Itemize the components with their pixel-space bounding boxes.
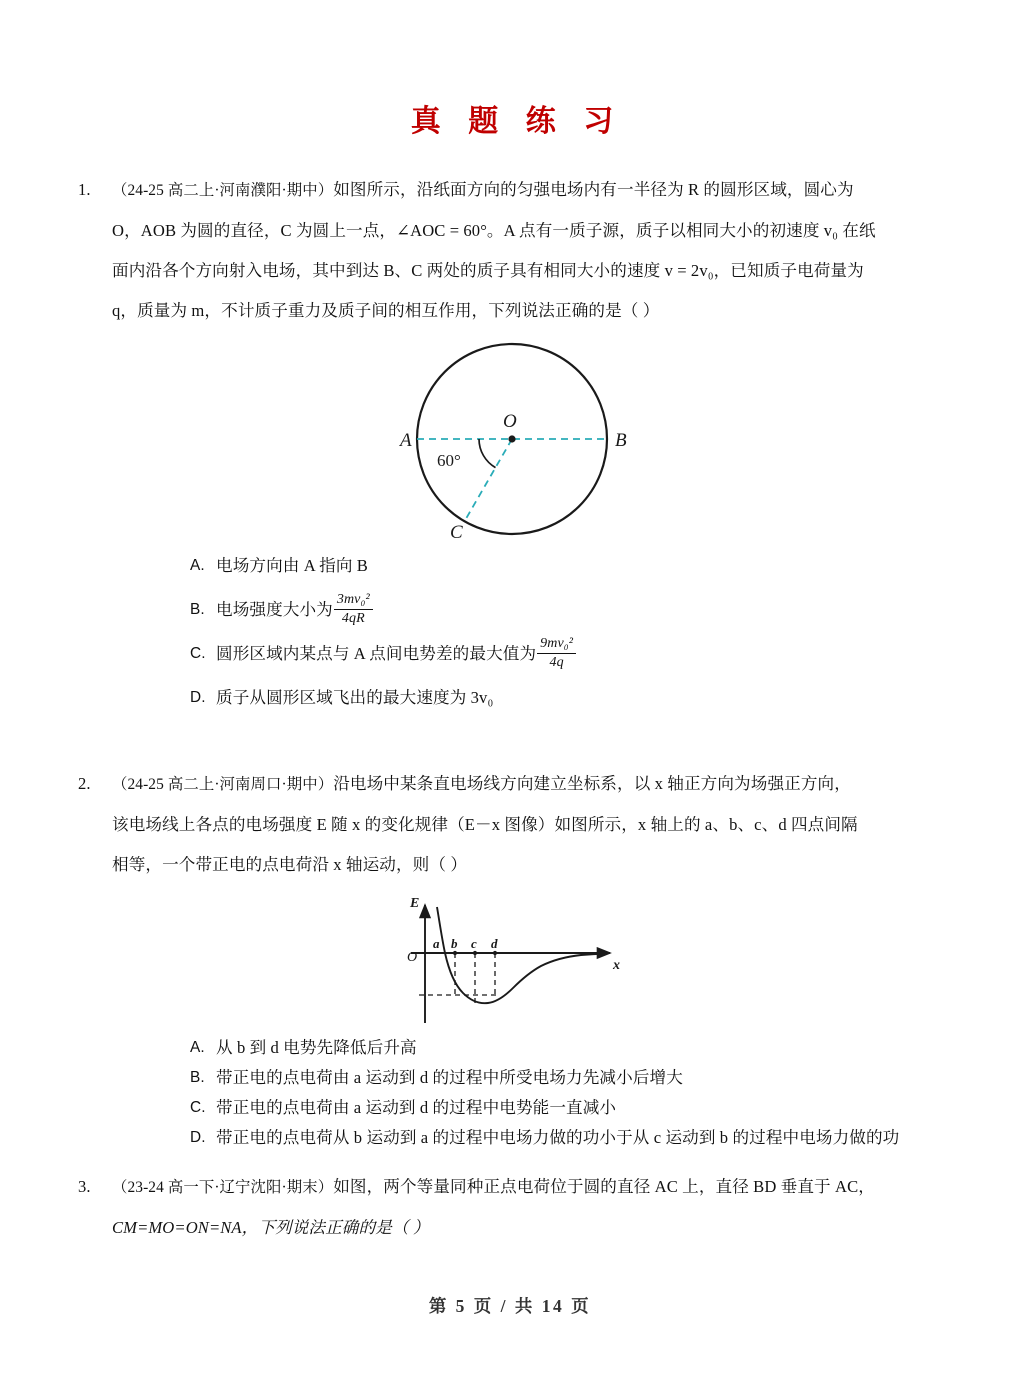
e-x-curve <box>437 907 607 1003</box>
question-2-text-2: 该电场线上各点的电场强度 E 随 x 的变化规律（E－x 图像）如图所示，x 轴上的 a、b、c、d 四点间隔 <box>112 815 858 834</box>
question-2-line-2 <box>78 805 942 845</box>
page-footer: 第 5 页 / 共 14 页 <box>428 1296 592 1316</box>
question-2-options <box>190 1033 942 1153</box>
option-c-letter: C. <box>190 645 206 663</box>
option-b-numerator: 3mv₀² <box>334 592 373 610</box>
circle-diagram-svg <box>370 339 650 544</box>
question-2-option-a[interactable] <box>190 1033 942 1063</box>
point-c-dot <box>473 951 477 955</box>
question-1-text-1: 如图所示，沿纸面方向的匀强电场内有一半径为 R 的圆形区域，圆心为 <box>333 180 854 199</box>
question-1-line-2 <box>78 211 942 251</box>
option-c-numerator: 9mv₀² <box>537 636 576 654</box>
question-2 <box>78 764 942 1153</box>
question-1-source: （24-25 高二上·河南濮阳·期中） <box>112 182 334 199</box>
question-1-line-1 <box>78 170 942 211</box>
axis-label-origin: O <box>407 950 418 965</box>
question-1-number: 1. <box>78 180 91 199</box>
option-b-fraction <box>334 592 373 626</box>
question-1-option-a[interactable] <box>190 544 942 588</box>
label-a: A <box>400 430 412 451</box>
point-label-c: c <box>471 936 477 951</box>
point-label-a: a <box>433 936 440 951</box>
option-d-letter: D. <box>190 1129 206 1147</box>
option-c-letter: C. <box>190 1099 206 1117</box>
angle-arc-marker <box>479 439 496 468</box>
question-1-options <box>190 544 942 720</box>
question-1-text-2: O，AOB 为圆的直径，C 为圆上一点，∠AOC = 60°。A 点有一质子源，质子以相同大小的初速度 v₀ 在纸 <box>112 221 876 240</box>
question-2-option-d[interactable] <box>190 1123 942 1153</box>
question-2-source: （24-25 高二上·河南周口·期中） <box>112 776 334 793</box>
page-title: 真 题 练 习 <box>410 105 624 138</box>
option-a-text: 从 b 到 d 电势先降低后升高 <box>216 1038 417 1058</box>
axis-label-x: x <box>613 958 620 973</box>
question-1 <box>78 170 942 720</box>
question-3 <box>78 1167 942 1248</box>
question-2-option-c[interactable] <box>190 1093 942 1123</box>
question-2-number: 2. <box>78 774 91 793</box>
axis-label-E: E <box>410 896 420 911</box>
option-b-text: 电场强度大小为 <box>216 600 333 620</box>
question-2-line-3 <box>78 845 942 885</box>
question-2-line-1 <box>78 764 942 805</box>
option-b-letter: B. <box>190 601 205 619</box>
question-1-option-c[interactable] <box>190 632 942 676</box>
label-c: C <box>450 522 463 543</box>
question-3-text-1: 如图，两个等量同种正点电荷位于圆的直径 AC 上，直径 BD 垂直于 AC， <box>333 1177 875 1196</box>
question-3-source: （23-24 高一下·辽宁沈阳·期末） <box>112 1179 334 1196</box>
radius-oc-line <box>465 439 513 521</box>
question-2-text-3: 相等，一个带正电的点电荷沿 x 轴运动，则（ ） <box>112 855 468 874</box>
option-c-fraction <box>537 636 576 670</box>
label-angle-60: 60° <box>437 451 461 470</box>
center-point-o <box>508 435 515 442</box>
option-c-denominator: 4q <box>549 654 564 670</box>
question-3-line-2 <box>78 1208 942 1248</box>
question-2-figure <box>78 891 942 1033</box>
question-2-option-b[interactable] <box>190 1063 942 1093</box>
question-1-text-3: 面内沿各个方向射入电场，其中到达 B、C 两处的质子具有相同大小的速度 v = 2v₀，已知质子电荷量为 <box>112 261 864 280</box>
question-1-figure <box>78 339 942 544</box>
e-x-graph-svg <box>385 891 635 1033</box>
option-a-letter: A. <box>190 557 205 575</box>
option-c-text: 圆形区域内某点与 A 点间电势差的最大值为 <box>216 644 537 664</box>
label-b: B <box>615 430 627 451</box>
question-3-number: 3. <box>78 1177 91 1196</box>
point-label-d: d <box>491 936 498 951</box>
option-a-text: 电场方向由 A 指向 B <box>216 556 368 576</box>
question-3-text-2: CM=MO=ON=NA，下列说法正确的是（ ） <box>112 1218 430 1237</box>
option-c-text: 带正电的点电荷由 a 运动到 d 的过程中电势能一直减小 <box>216 1098 617 1118</box>
point-d-dot <box>493 951 497 955</box>
question-2-text-1: 沿电场中某条直电场线方向建立坐标系，以 x 轴正方向为场强正方向， <box>333 774 851 793</box>
point-label-b: b <box>451 936 458 951</box>
question-1-line-3 <box>78 251 942 291</box>
label-o: O <box>503 411 517 432</box>
option-b-letter: B. <box>190 1069 205 1087</box>
question-1-option-b[interactable] <box>190 588 942 632</box>
option-a-letter: A. <box>190 1039 205 1057</box>
point-b-dot <box>453 951 457 955</box>
question-1-line-4 <box>78 291 942 331</box>
option-d-text: 质子从圆形区域飞出的最大速度为 3v₀ <box>216 688 494 708</box>
question-1-option-d[interactable] <box>190 676 942 720</box>
option-d-text: 带正电的点电荷从 b 运动到 a 的过程中电场力做的功小于从 c 运动到 b 的过程中电场力做的功 <box>216 1128 900 1148</box>
option-d-letter: D. <box>190 689 206 707</box>
question-3-line-1 <box>78 1167 942 1208</box>
question-1-text-4: q，质量为 m，不计质子重力及质子间的相互作用，下列说法正确的是（ ） <box>112 301 660 320</box>
option-b-text: 带正电的点电荷由 a 运动到 d 的过程中所受电场力先减小后增大 <box>216 1068 683 1088</box>
option-b-denominator: 4qR <box>341 610 365 626</box>
